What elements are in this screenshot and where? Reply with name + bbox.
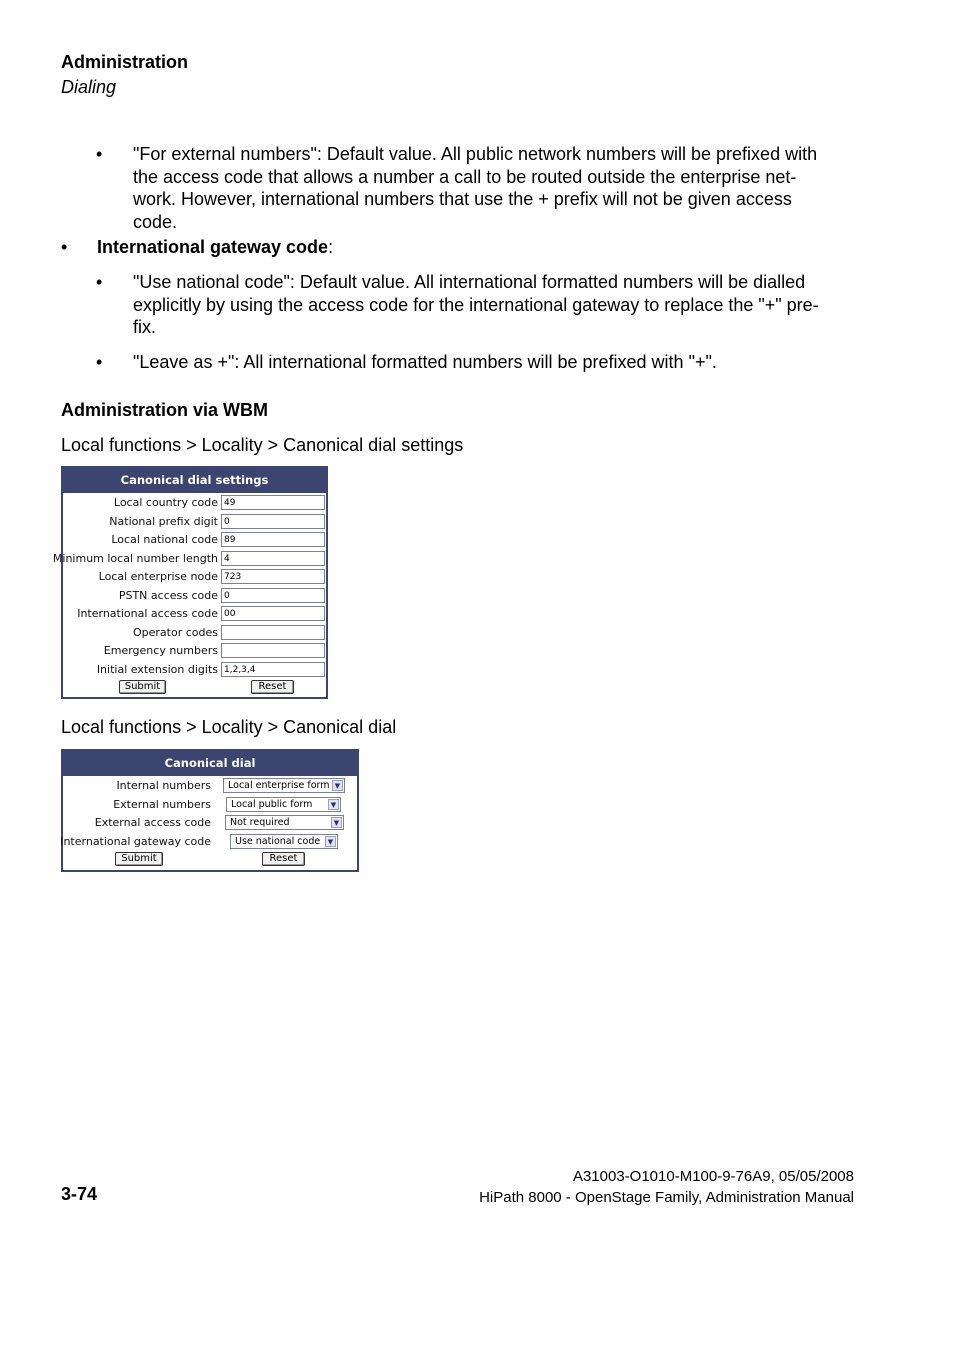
local-national-code-input[interactable]: 89 <box>221 532 325 547</box>
bullet-marker: • <box>96 272 103 292</box>
selected-value: Local enterprise form <box>228 780 330 791</box>
pstn-access-code-input[interactable]: 0 <box>221 588 325 603</box>
bullet-bold-term: International gateway code <box>97 237 329 257</box>
field-label: Initial extension digits <box>96 662 218 676</box>
chevron-down-icon[interactable]: ▼ <box>331 817 342 828</box>
bullet-text: "Use national code": Default value. All international formatted numbers will be dialled explicitly by using the access code for the international gateway to replace the "+" pre- fix. <box>133 272 819 337</box>
submit-button[interactable]: Submit <box>115 852 163 866</box>
bullet-text: : <box>328 237 334 257</box>
section-heading: Administration via WBM <box>61 400 269 420</box>
minimum-local-number-length-input[interactable]: 4 <box>221 551 325 566</box>
reset-button[interactable]: Reset <box>251 680 294 694</box>
external-numbers-select[interactable] <box>226 797 341 812</box>
field-label: External access code <box>94 816 211 829</box>
bullet-marker: • <box>61 237 68 257</box>
field-label: International gateway code <box>60 834 211 848</box>
national-prefix-digit-input[interactable]: 0 <box>221 514 325 529</box>
field-label: Operator codes <box>133 625 218 639</box>
form-row <box>63 514 326 532</box>
bullet-marker: • <box>96 352 103 372</box>
form-row <box>63 778 357 796</box>
form-row <box>63 532 326 550</box>
form-row <box>63 569 326 587</box>
field-label: Local national code <box>111 533 218 546</box>
chevron-down-icon[interactable]: ▼ <box>325 836 336 847</box>
field-label: Emergency numbers <box>103 644 218 657</box>
selected-value: Use national code <box>235 835 321 847</box>
selected-value: Not required <box>230 817 290 828</box>
canonical-dial-settings-panel <box>52 466 328 699</box>
submit-button[interactable]: Submit <box>119 680 166 694</box>
page-number: 3-74 <box>61 1184 98 1204</box>
chevron-down-icon[interactable]: ▼ <box>332 780 343 791</box>
local-enterprise-node-input[interactable]: 723 <box>221 569 325 584</box>
footer-doc-title: HiPath 8000 - OpenStage Family, Administration Manual <box>479 1189 854 1206</box>
field-label: National prefix digit <box>109 514 218 528</box>
footer-doc-id: A31003-O1010-M100-9-76A9, 05/05/2008 <box>572 1168 854 1185</box>
panel-title: Canonical dial settings <box>63 468 326 493</box>
reset-button[interactable]: Reset <box>262 852 305 866</box>
international-gateway-code-select[interactable] <box>230 834 338 849</box>
field-label: External numbers <box>113 797 211 811</box>
selected-value: Local public form <box>231 798 313 810</box>
international-access-code-input[interactable]: 00 <box>221 606 325 621</box>
form-row <box>63 625 326 643</box>
field-label: Local country code <box>113 496 218 509</box>
form-row <box>63 495 326 513</box>
bullet-marker: • <box>96 144 103 164</box>
emergency-numbers-input[interactable] <box>221 643 325 658</box>
panel-title: Canonical dial <box>63 751 357 776</box>
bullet-item-external-numbers <box>96 143 876 233</box>
bullet-text: "Leave as +": All international formatted numbers will be prefixed with "+". <box>133 352 717 372</box>
field-label: PSTN access code <box>118 588 218 602</box>
nav-path-settings: Local functions > Locality > Canonical dial settings <box>61 435 464 455</box>
form-row <box>63 662 326 680</box>
operator-codes-input[interactable] <box>221 625 325 640</box>
internal-numbers-select[interactable] <box>223 778 345 793</box>
external-access-code-select[interactable] <box>225 815 344 830</box>
form-row <box>63 588 326 606</box>
chevron-down-icon[interactable]: ▼ <box>328 799 339 810</box>
running-header-subtitle: Dialing <box>61 77 117 97</box>
form-row <box>63 643 326 661</box>
initial-extension-digits-input[interactable]: 1,2,3,4 <box>221 662 325 677</box>
field-label: International access code <box>77 607 218 620</box>
local-country-code-input[interactable]: 49 <box>221 495 325 510</box>
nav-path-dial: Local functions > Locality > Canonical dial <box>61 717 397 737</box>
bullet-item-use-national-code <box>96 271 876 341</box>
field-label: Local enterprise node <box>98 570 218 583</box>
bullet-text-wrap <box>97 236 333 259</box>
field-label: Minimum local number length <box>52 551 218 565</box>
form-row <box>52 551 326 569</box>
bullet-item-international-gateway <box>61 236 861 260</box>
form-row <box>63 606 326 624</box>
running-header-title: Administration <box>61 52 189 72</box>
field-label: Internal numbers <box>116 779 211 792</box>
bullet-text: "For external numbers": Default value. All public network numbers will be prefixed with the access code that allows a number a call to be routed outside the enterprise net- work. However, international numbers that use the + prefix will not be given access code. <box>133 144 818 232</box>
footer-document-info <box>479 1166 854 1208</box>
form-row <box>63 797 357 815</box>
bullet-item-leave-as-plus <box>96 351 876 375</box>
form-row <box>60 834 357 852</box>
canonical-dial-panel <box>61 749 359 872</box>
form-row <box>63 815 357 833</box>
